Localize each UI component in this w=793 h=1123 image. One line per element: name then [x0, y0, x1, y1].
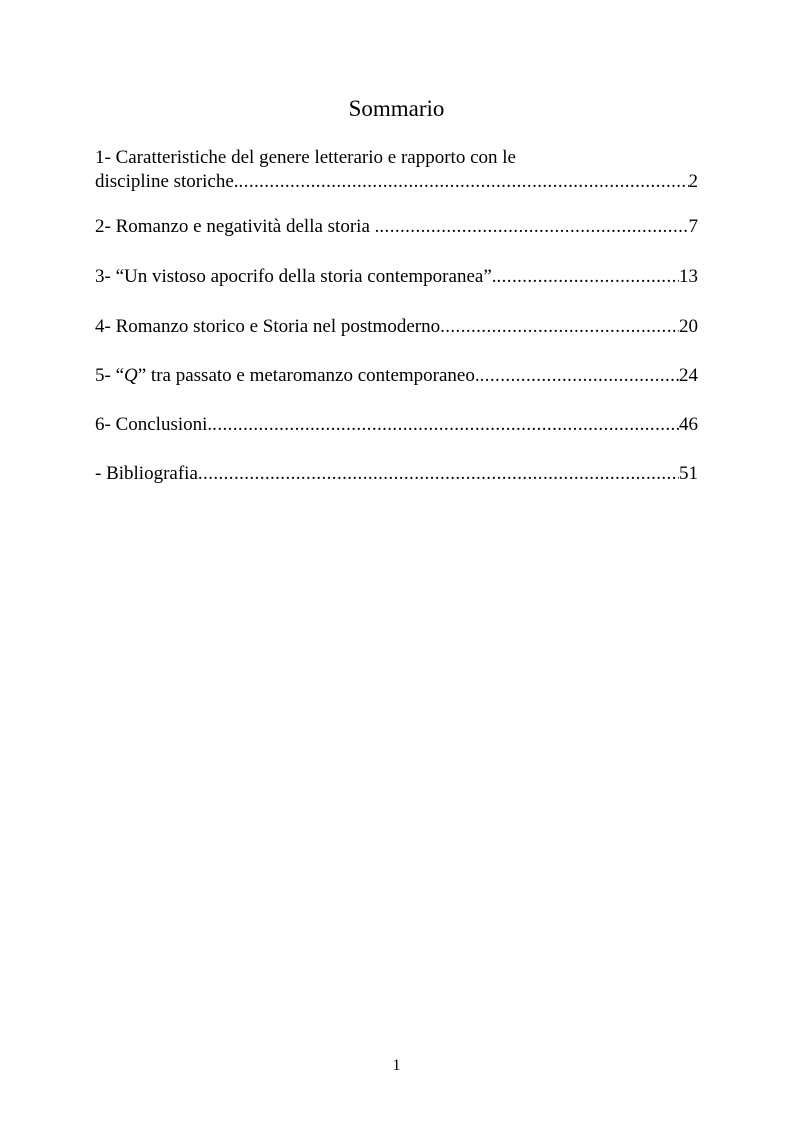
- toc-entry-3-line: [95, 265, 698, 289]
- toc-entry-3-title: 3- “Un vistoso apocrifo della storia contemporanea”.: [95, 266, 497, 287]
- toc-entry-6-line: [95, 413, 698, 437]
- toc-entry-6-title: 6- Conclusioni.: [95, 414, 213, 435]
- toc-leader-dots: [198, 462, 679, 486]
- toc-leader-dots: [239, 170, 689, 194]
- toc-entry-5-suffix: ” tra passato e metaromanzo contemporaneo.: [137, 365, 480, 386]
- toc-entry-7[interactable]: [95, 462, 698, 486]
- toc-leader-dots: [480, 364, 679, 388]
- toc-entry-5-title: [95, 364, 480, 388]
- toc-entry-4-title: 4- Romanzo storico e Storia nel postmoderno: [95, 316, 441, 337]
- toc-leader-dots: [379, 215, 688, 239]
- toc-entry-2-page: 7: [688, 216, 698, 237]
- toc-entry-4-page: 20: [679, 316, 698, 337]
- toc-entry-7-page: 51: [679, 463, 698, 484]
- toc-entry-4-line: [95, 315, 698, 339]
- toc-entry-5-prefix: 5- “: [95, 365, 125, 386]
- page-title: Sommario: [348, 96, 445, 121]
- toc-entry-1[interactable]: [95, 146, 698, 194]
- toc-entry-1-line-2: [95, 170, 698, 194]
- toc-entry-3[interactable]: [95, 265, 698, 289]
- toc-entry-2-line: [95, 215, 698, 239]
- page-number: 1: [392, 1057, 401, 1074]
- toc-entry-7-line: [95, 462, 698, 486]
- toc-leader-dots: [497, 265, 680, 289]
- toc-entry-5-line: [95, 364, 698, 388]
- toc-entry-5[interactable]: [95, 364, 698, 388]
- toc-entry-2-title: 2- Romanzo e negatività della storia .: [95, 216, 380, 237]
- toc-entry-1-line-1: [95, 146, 698, 170]
- toc-entry-6-page: 46: [679, 414, 698, 435]
- toc-entry-5-page: 24: [679, 365, 698, 386]
- table-of-contents: [95, 146, 698, 484]
- toc-leader-dots: [212, 413, 679, 437]
- toc-leader-dots: [440, 315, 679, 339]
- toc-entry-3-page: 13: [679, 266, 698, 287]
- toc-entry-2[interactable]: [95, 215, 698, 239]
- toc-entry-7-title: - Bibliografia: [95, 463, 198, 484]
- toc-entry-1-page: 2: [688, 171, 698, 192]
- toc-entry-6[interactable]: [95, 413, 698, 437]
- toc-entry-1-title-line-2: discipline storiche.: [95, 171, 239, 192]
- toc-entry-5-q-italic: Q: [124, 365, 138, 386]
- toc-entry-4[interactable]: [95, 315, 698, 339]
- toc-entry-1-title-line-1: 1- Caratteristiche del genere letterario e rapporto con le: [95, 147, 516, 168]
